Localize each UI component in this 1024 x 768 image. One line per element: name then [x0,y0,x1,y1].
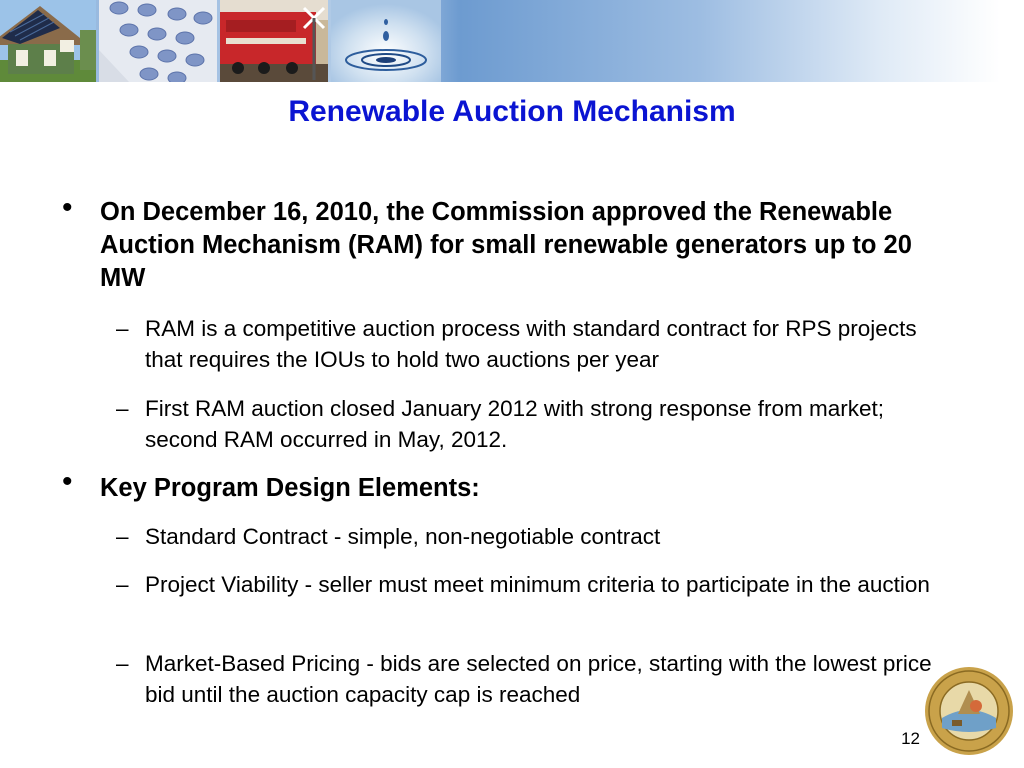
slide-title: Renewable Auction Mechanism [288,95,736,128]
sub-bullet-marker: – [116,651,129,676]
cpuc-seal [924,666,1014,756]
sub-bullet-2-1: Standard Contract - simple, non-negotiable contract [145,524,661,549]
sub-bullet-marker: – [116,316,129,341]
page-number: 12 [901,729,920,748]
sub-bullet-1-1: RAM is a competitive auction process with standard contract for RPS projects that requires the IOUs to hold two auctions per year [145,316,917,372]
bullet-1-text: On December 16, 2010, the Commission approved the Renewable Auction Mechanism (RAM) for small renewable generators up to 20 MW [100,198,912,292]
sub-bullet-marker: – [116,396,129,421]
bullet-marker: • [62,465,73,498]
sub-bullet-2-2: Project Viability - seller must meet minimum criteria to participate in the auction [145,572,930,597]
bullet-2-text: Key Program Design Elements: [100,474,480,502]
bullet-marker: • [62,191,73,224]
sub-bullet-1-2: First RAM auction closed January 2012 with strong response from market; second RAM occurred in May, 2012. [145,396,885,452]
sub-bullet-marker: – [116,524,129,549]
sub-bullet-2-3: Market-Based Pricing - bids are selected on price, starting with the lowest price bid until the auction capacity cap is reached [145,651,932,707]
sub-bullet-marker: – [116,572,129,597]
